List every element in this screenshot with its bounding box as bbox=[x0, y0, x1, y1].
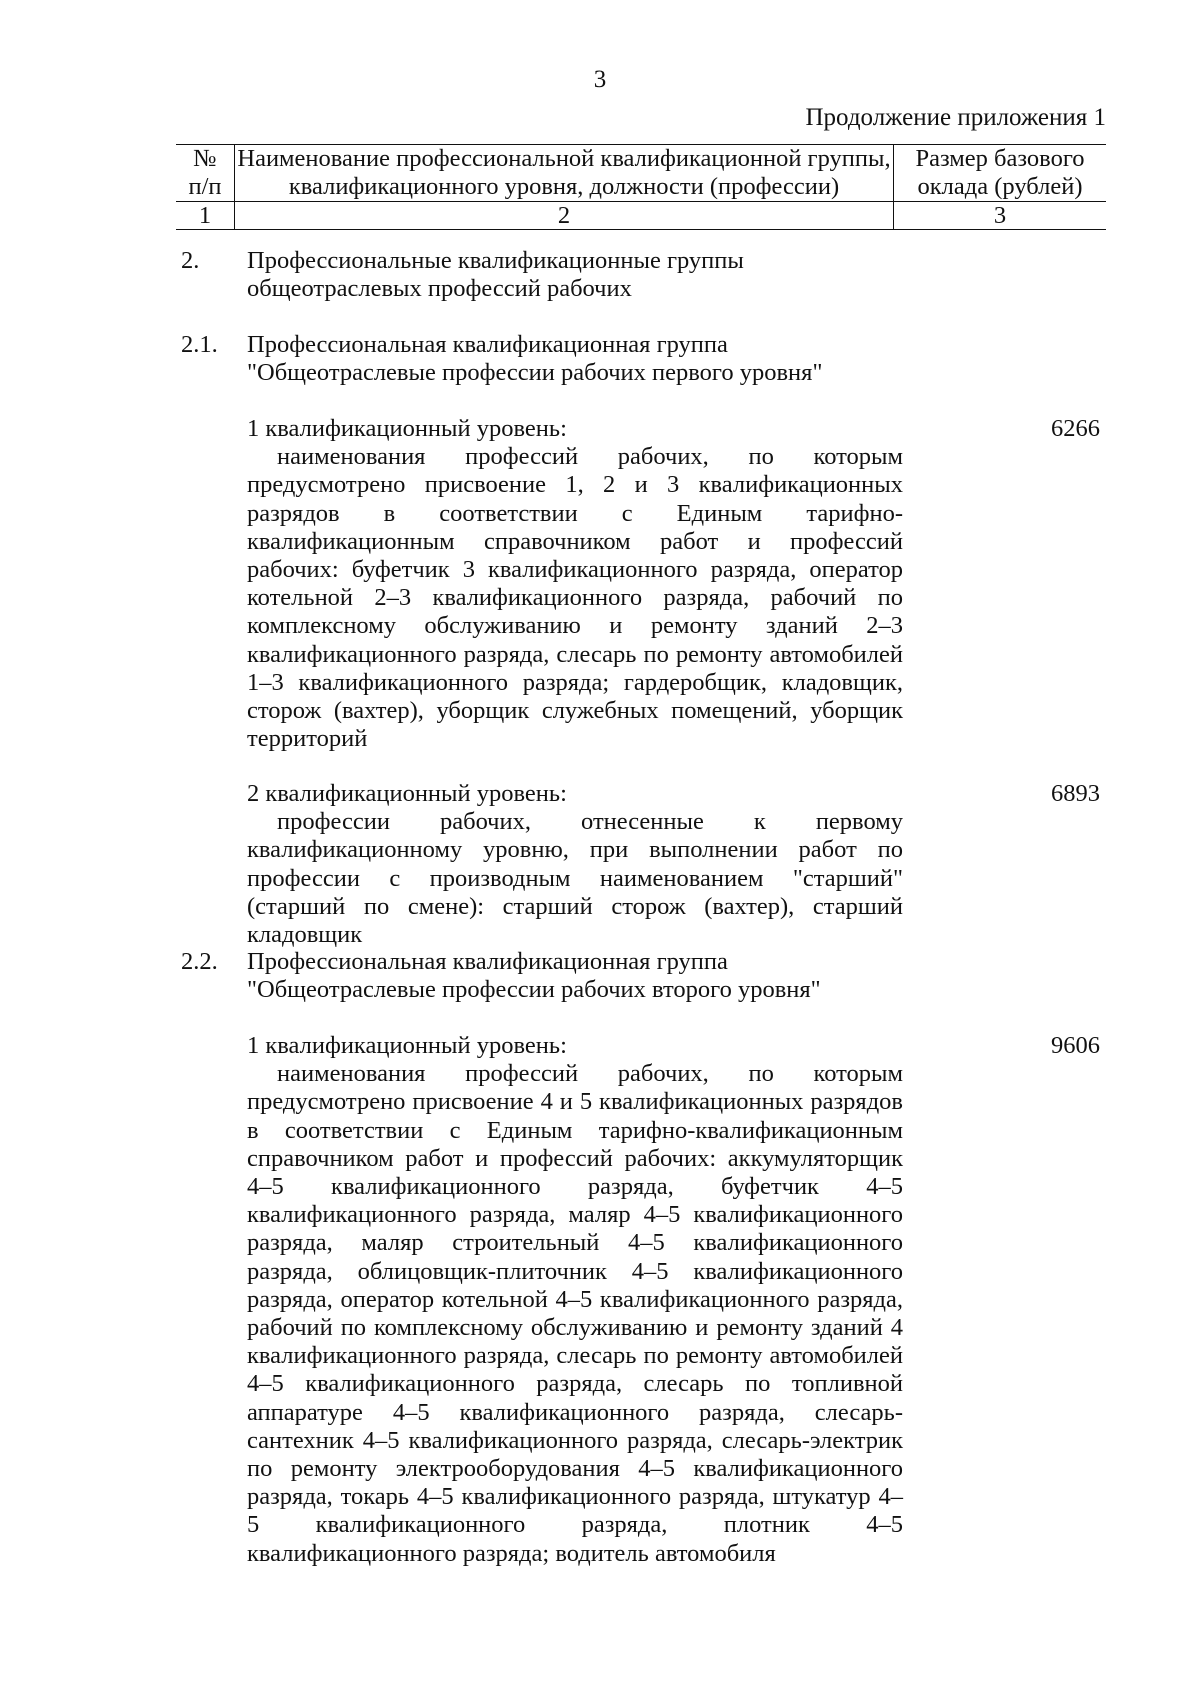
table-header bbox=[176, 144, 1106, 230]
group-2-1-level-1-text: наименования профессий рабочих, по которым предусмотрено присвоение 1, 2 и 3 квалификационных разрядов в соответствии с Единым тарифно-квалификационным справочником работ и профессий рабочих: буфетчик 3 квалификационного разряда, оператор котельной 2–3 квалификационного разряда, рабочий по комплексному обслуживанию и ремонту зданий 2–3 квалификационного разряда, слесарь по ремонту автомобилей 1–3 квалификационного разряда; гардеробщик, кладовщик, сторож (вахтер), уборщик служебных помещений, уборщик территорий bbox=[247, 443, 903, 753]
section-2-number: 2. bbox=[181, 247, 200, 274]
header-col-salary-line1: Размер базового bbox=[915, 145, 1085, 172]
header-col-number-line2: п/п bbox=[188, 173, 222, 200]
group-2-2-level-1-block bbox=[247, 1032, 903, 1568]
group-2-1-level-1-block bbox=[247, 415, 903, 753]
group-2-1-level-1-salary: 6266 bbox=[1051, 415, 1100, 442]
header-col-name-index: 2 bbox=[235, 202, 894, 230]
group-2-1-level-2-block bbox=[247, 780, 903, 949]
group-2-1-level-2-text: профессии рабочих, отнесенные к первому квалификационному уровню, при выполнении работ по профессии с производным наименованием "старший" (старший по смене): старший сторож (вахтер), старший кладовщик bbox=[247, 808, 903, 949]
group-2-1-number: 2.1. bbox=[181, 331, 218, 358]
group-2-1-title: Профессиональная квалификационная группа "Общеотраслевые профессии рабочих первого уровня" bbox=[247, 331, 823, 387]
page-number: 3 bbox=[593, 66, 607, 93]
group-2-2-level-1-salary: 9606 bbox=[1051, 1032, 1100, 1059]
header-col-number-line1: № bbox=[193, 145, 217, 172]
group-2-1-level-2-label: 2 квалификационный уровень: bbox=[247, 780, 567, 807]
continuation-note: Продолжение приложения 1 bbox=[805, 104, 1106, 131]
header-col-salary bbox=[894, 145, 1107, 202]
header-col-number bbox=[176, 145, 235, 202]
group-2-2-level-1-label: 1 квалификационный уровень: bbox=[247, 1032, 567, 1059]
group-2-2-level-1-text: наименования профессий рабочих, по которым предусмотрено присвоение 4 и 5 квалификационных разрядов в соответствии с Единым тарифно-квалификационным справочником работ и профессий рабочих: аккумуляторщик 4–5 квалификационного разряда, буфетчик 4–5 квалификационного разряда, маляр 4–5 квалификационного разряда, маляр строительный 4–5 квалификационного разряда, облицовщик-плиточник 4–5 квалификационного разряда, оператор котельной 4–5 квалификационного разряда, рабочий по комплексному обслуживанию и ремонту зданий 4 квалификационного разряда, слесарь по ремонту автомобилей 4–5 квалификационного разряда, слесарь по топливной аппаратуре 4–5 квалификационного разряда, слесарь-сантехник 4–5 квалификационного разряда, слесарь-электрик по ремонту электрооборудования 4–5 квалификационного разряда, токарь 4–5 квалификационного разряда, штукатур 4–5 квалификационного разряда, плотник 4–5 квалификационного разряда; водитель автомобиля bbox=[247, 1060, 903, 1567]
header-col-name bbox=[235, 145, 894, 202]
group-2-1-level-2-salary: 6893 bbox=[1051, 780, 1100, 807]
section-2-title: Профессиональные квалификационные группы общеотраслевых профессий рабочих bbox=[247, 247, 744, 303]
header-col-salary-index: 3 bbox=[894, 202, 1107, 230]
header-col-salary-line2: оклада (рублей) bbox=[917, 173, 1083, 200]
header-col-name-line2: квалификационного уровня, должности (профессии) bbox=[288, 173, 840, 200]
group-2-2-number: 2.2. bbox=[181, 948, 218, 975]
group-2-2-title: Профессиональная квалификационная группа "Общеотраслевые профессии рабочих второго уровня" bbox=[247, 948, 821, 1004]
header-col-name-line1: Наименование профессиональной квалификационной группы, bbox=[237, 145, 891, 172]
header-col-number-index: 1 bbox=[176, 202, 235, 230]
group-2-1-level-1-label: 1 квалификационный уровень: bbox=[247, 415, 567, 442]
